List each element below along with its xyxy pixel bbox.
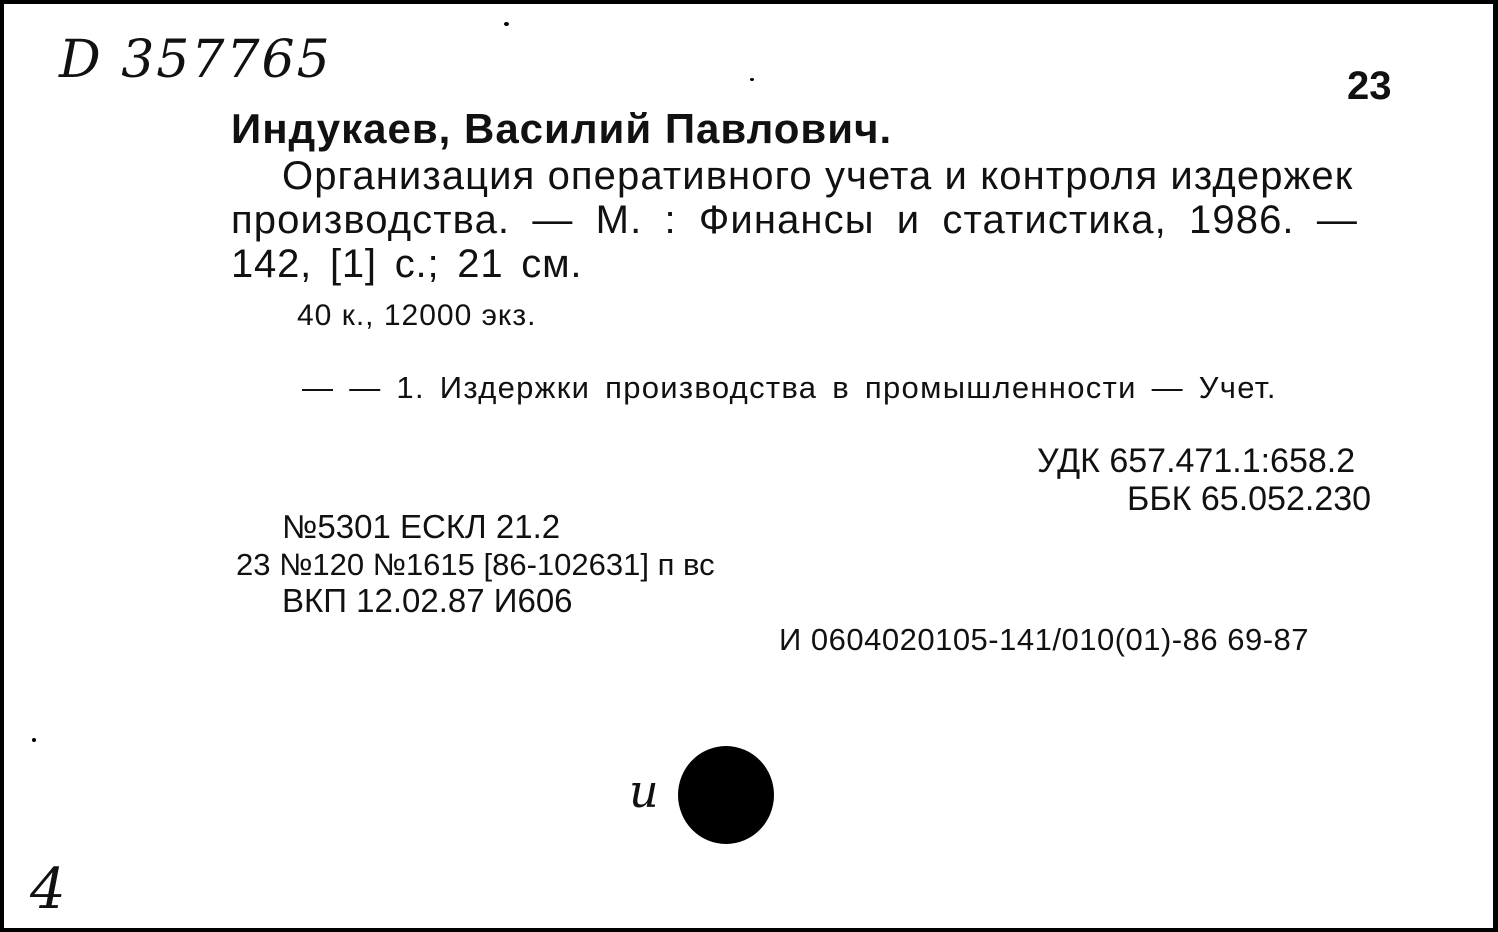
price-and-print-run: 40 к., 12000 экз.: [297, 299, 537, 332]
inventory-number-handwritten: D 357765: [59, 30, 332, 90]
ink-speck: [750, 78, 754, 81]
page-number: 23: [1347, 64, 1392, 108]
handwritten-mark: и: [629, 764, 659, 818]
stamp-dot: [678, 746, 774, 844]
catalog-code-line-3: ВКП 12.02.87 И606: [282, 582, 573, 619]
publisher-index-line: И 0604020105-141/010(01)-86 69-87: [779, 622, 1310, 657]
handwritten-number: 4: [30, 857, 66, 922]
bbk-classification: ББК 65.052.230: [1127, 480, 1372, 518]
ink-speck: [504, 22, 509, 26]
catalog-code-line-2: 23 №120 №1615 [86-102631] п вс: [236, 547, 715, 582]
udk-classification: УДК 657.471.1:658.2: [1037, 442, 1356, 480]
catalog-code-line-1: №5301 ЕСКЛ 21.2: [282, 508, 561, 545]
title-line-3: 142, [1] с.; 21 см.: [231, 242, 583, 286]
title-line-1: Организация оперативного учета и контроля издержек: [282, 154, 1354, 198]
subject-heading: — — 1. Издержки производства в промышленности — Учет.: [302, 370, 1277, 405]
title-line-2: производства. — М. : Финансы и статистика, 1986. —: [231, 198, 1358, 242]
author-heading: Индукаев, Василий Павлович.: [231, 105, 893, 152]
ink-speck: [32, 738, 36, 742]
